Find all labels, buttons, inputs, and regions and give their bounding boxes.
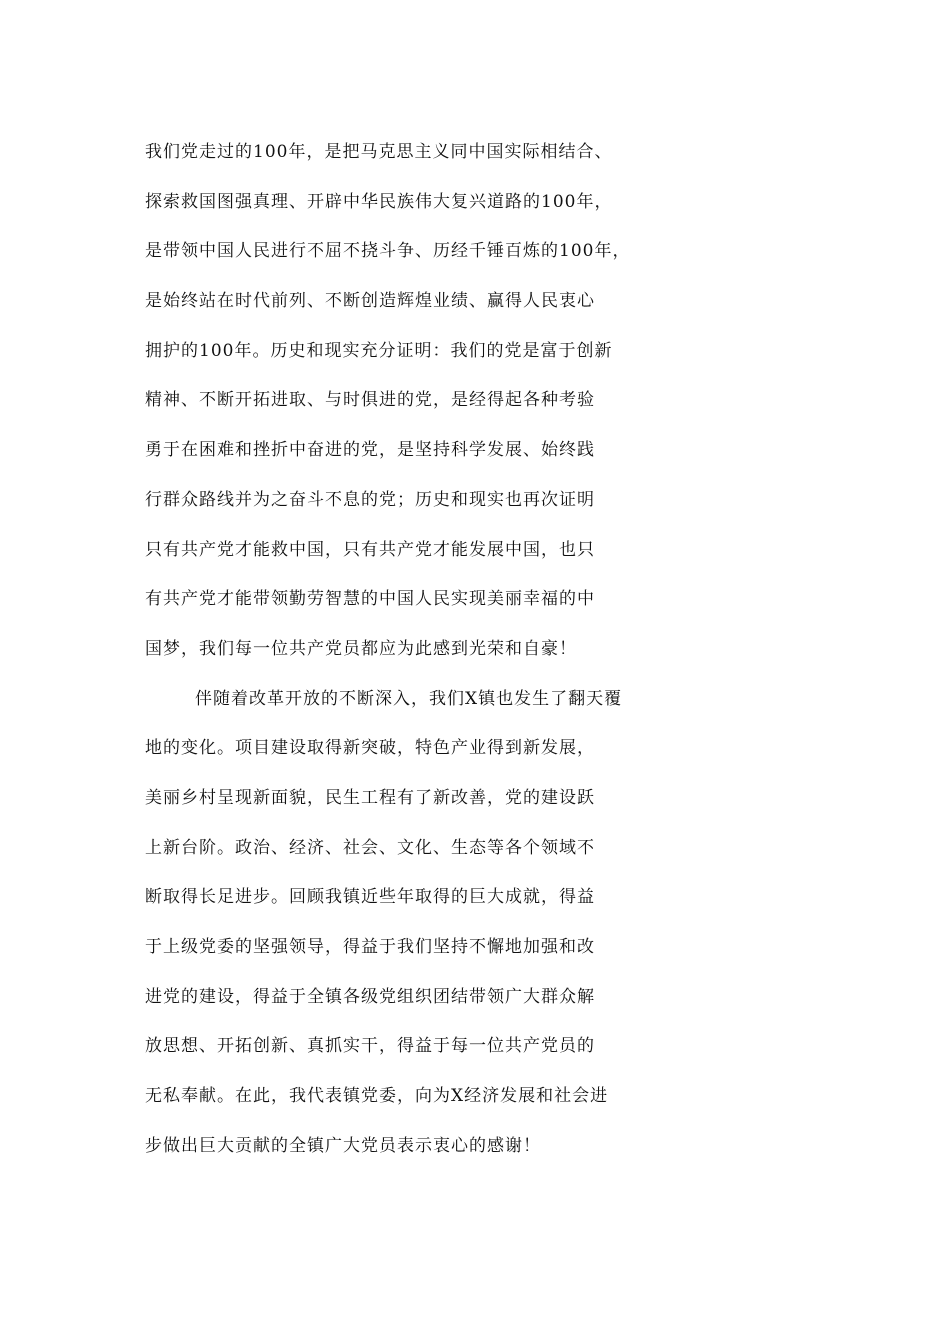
paragraph-2: [145, 675, 845, 1172]
body-text: [145, 128, 845, 1171]
paragraph-1: [145, 128, 845, 675]
text-line: 于上级党委的坚强领导，得益于我们坚持不懈地加强和改: [145, 937, 595, 957]
text-line: 无私奉献。在此，我代表镇党委，向为X经济发展和社会进: [145, 1086, 609, 1107]
text-line: 上新台阶。政治、经济、社会、文化、生态等各个领域不: [145, 837, 595, 858]
text-line: 国梦，我们每一位共产党员都应为此感到光荣和自豪！: [145, 638, 577, 659]
text-line: 美丽乡村呈现新面貌，民生工程有了新改善，党的建设跃: [145, 787, 595, 808]
text-line: 我们党走过的100年，是把马克思主义同中国实际相结合、: [145, 142, 613, 162]
text-line: 勇于在困难和挫折中奋进的党，是坚持科学发展、始终践: [145, 440, 595, 461]
text-line: 行群众路线并为之奋斗不息的党；历史和现实也再次证明: [145, 489, 595, 510]
text-line: 拥护的100年。历史和现实充分证明：我们的党是富于创新: [145, 340, 613, 361]
text-line: 精神、不断开拓进取、与时俱进的党，是经得起各种考验: [145, 390, 595, 411]
text-line: 断取得长足进步。回顾我镇近些年取得的巨大成就，得益: [145, 887, 595, 908]
text-line: 是始终站在时代前列、不断创造辉煌业绩、赢得人民衷心: [145, 291, 595, 312]
text-line: 是带领中国人民进行不屈不挠斗争、历经千锤百炼的100年，: [145, 241, 631, 262]
text-line: 放思想、开拓创新、真抓实干，得益于每一位共产党员的: [145, 1036, 595, 1057]
text-line: 伴随着改革开放的不断深入，我们X镇也发生了翻天覆: [195, 688, 623, 709]
text-line: 探索救国图强真理、开辟中华民族伟大复兴道路的100年，: [145, 191, 613, 212]
text-line: 地的变化。项目建设取得新突破，特色产业得到新发展，: [145, 738, 595, 759]
text-line: 只有共产党才能救中国，只有共产党才能发展中国，也只: [145, 539, 595, 560]
text-line: 步做出巨大贡献的全镇广大党员表示衷心的感谢！: [145, 1135, 541, 1156]
text-line: 有共产党才能带领勤劳智慧的中国人民实现美丽幸福的中: [145, 589, 595, 610]
text-line: 进党的建设，得益于全镇各级党组织团结带领广大群众解: [145, 986, 595, 1007]
